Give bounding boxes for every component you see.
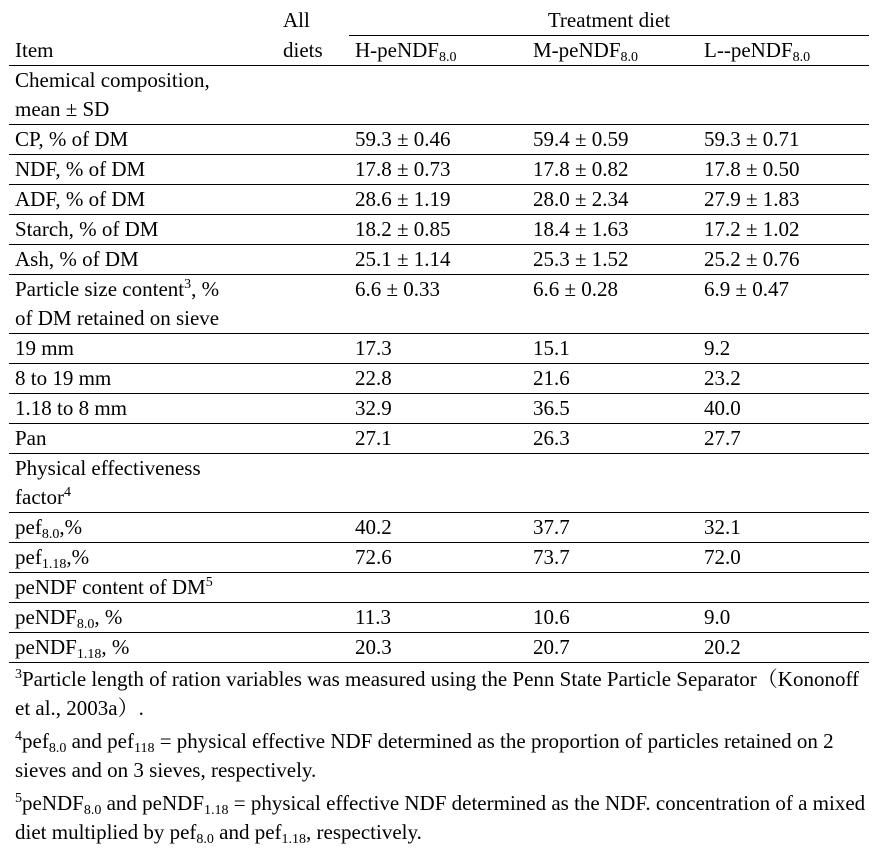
cell: 25.3 ± 1.52 — [527, 245, 698, 275]
header-all-diets-2: diets — [277, 36, 349, 66]
cell: 10.6 — [527, 603, 698, 633]
table-row — [9, 245, 869, 275]
header-blank — [9, 6, 277, 36]
cell: 40.0 — [698, 394, 869, 424]
footnote-3: $^3$Particle length of ration variables was measured using the Penn State Particle Separator（Kononoff et al., 2003a）. — [15, 667, 860, 720]
cell: 17.8 ± 0.73 — [349, 155, 527, 185]
cell: 11.3 — [349, 603, 527, 633]
row-label: ADF, % of DM — [9, 185, 277, 215]
header-row-1 — [9, 6, 869, 36]
row-label: peNDF$_{1.18}$, % — [9, 633, 277, 663]
cell: 26.3 — [527, 424, 698, 454]
header-treatment-diet: Treatment diet — [349, 6, 869, 36]
cell: 28.6 ± 1.19 — [349, 185, 527, 215]
cell: 72.0 — [698, 543, 869, 573]
cell: 6.6 ± 0.33 — [349, 275, 527, 334]
row-label: Pan — [9, 424, 277, 454]
table-row — [9, 364, 869, 394]
cell: 32.9 — [349, 394, 527, 424]
cell: 17.8 ± 0.82 — [527, 155, 698, 185]
section-particle-size — [9, 275, 869, 334]
cell: 9.2 — [698, 334, 869, 364]
table-row — [9, 185, 869, 215]
row-label: 19 mm — [9, 334, 277, 364]
cell: 21.6 — [527, 364, 698, 394]
header-diet-m: M-peNDF$_{8.0}$ — [527, 36, 698, 66]
cell: 27.7 — [698, 424, 869, 454]
row-label: pef$_{1.18}$,% — [9, 543, 277, 573]
cell: 72.6 — [349, 543, 527, 573]
cell: 59.3 ± 0.71 — [698, 125, 869, 155]
cell: 27.1 — [349, 424, 527, 454]
cell: 40.2 — [349, 513, 527, 543]
table-row — [9, 215, 869, 245]
cell: 36.5 — [527, 394, 698, 424]
cell: 25.1 ± 1.14 — [349, 245, 527, 275]
cell: 27.9 ± 1.83 — [698, 185, 869, 215]
section-particle-label: Particle size content$^3$, % of DM retained on sieve — [9, 275, 277, 334]
row-label: Starch, % of DM — [9, 215, 277, 245]
table-row — [9, 125, 869, 155]
table-row — [9, 394, 869, 424]
table-row — [9, 543, 869, 573]
table-row — [9, 513, 869, 543]
section-chemical-label: Chemical composition, mean ± SD — [9, 66, 277, 125]
cell: 17.3 — [349, 334, 527, 364]
cell: 59.3 ± 0.46 — [349, 125, 527, 155]
section-physical-effectiveness — [9, 454, 869, 513]
cell: 23.2 — [698, 364, 869, 394]
cell: 37.7 — [527, 513, 698, 543]
cell: 15.1 — [527, 334, 698, 364]
footnotes — [15, 665, 870, 851]
cell: 22.8 — [349, 364, 527, 394]
table-row — [9, 424, 869, 454]
cell: 9.0 — [698, 603, 869, 633]
header-diet-l: L--peNDF$_{8.0}$ — [698, 36, 869, 66]
section-pendf-content — [9, 573, 869, 603]
header-item: Item — [9, 36, 277, 66]
header-row-2 — [9, 36, 869, 66]
cell: 32.1 — [698, 513, 869, 543]
cell: 18.2 ± 0.85 — [349, 215, 527, 245]
table-row — [9, 633, 869, 663]
cell: 6.9 ± 0.47 — [698, 275, 869, 334]
section-chemical — [9, 66, 869, 125]
section-physical-label: Physical effectiveness factor$^4$ — [9, 454, 277, 513]
row-label: 1.18 to 8 mm — [9, 394, 277, 424]
row-label: Ash, % of DM — [9, 245, 277, 275]
table-row — [9, 334, 869, 364]
cell: 20.2 — [698, 633, 869, 663]
nutrient-table — [9, 6, 869, 663]
table-row — [9, 155, 869, 185]
cell: 17.2 ± 1.02 — [698, 215, 869, 245]
cell: 25.2 ± 0.76 — [698, 245, 869, 275]
footnote-5: $^5$peNDF$_{8.0}$ and peNDF$_{1.18}$ = physical effective NDF determined as the NDF. concentration of a mixed diet multiplied by pef$_{8.0}$ and pef$_{1.18}$, respectively. — [15, 791, 866, 847]
section-pendf-label: peNDF content of $DM^5$ — [9, 573, 277, 603]
header-diet-h: H-peNDF$_{8.0}$ — [349, 36, 527, 66]
cell: 20.7 — [527, 633, 698, 663]
row-label: NDF, % of DM — [9, 155, 277, 185]
cell: 18.4 ± 1.63 — [527, 215, 698, 245]
footnote-4: $^4$pef$_{8.0}$ and pef$_{118}$ = physical effective NDF determined as the proportion of particles retained on 2 sieves and on 3 sieves, respectively. — [15, 729, 834, 782]
cell: 28.0 ± 2.34 — [527, 185, 698, 215]
cell: 20.3 — [349, 633, 527, 663]
cell: 59.4 ± 0.59 — [527, 125, 698, 155]
table-row — [9, 603, 869, 633]
header-all-diets-1: All — [283, 8, 310, 32]
row-label: CP, % of DM — [9, 125, 277, 155]
row-label: peNDF$_{8.0}$, % — [9, 603, 277, 633]
row-label: 8 to 19 mm — [9, 364, 277, 394]
cell: 6.6 ± 0.28 — [527, 275, 698, 334]
row-label: pef$_{8.0}$,% — [9, 513, 277, 543]
cell: 73.7 — [527, 543, 698, 573]
cell: 17.8 ± 0.50 — [698, 155, 869, 185]
